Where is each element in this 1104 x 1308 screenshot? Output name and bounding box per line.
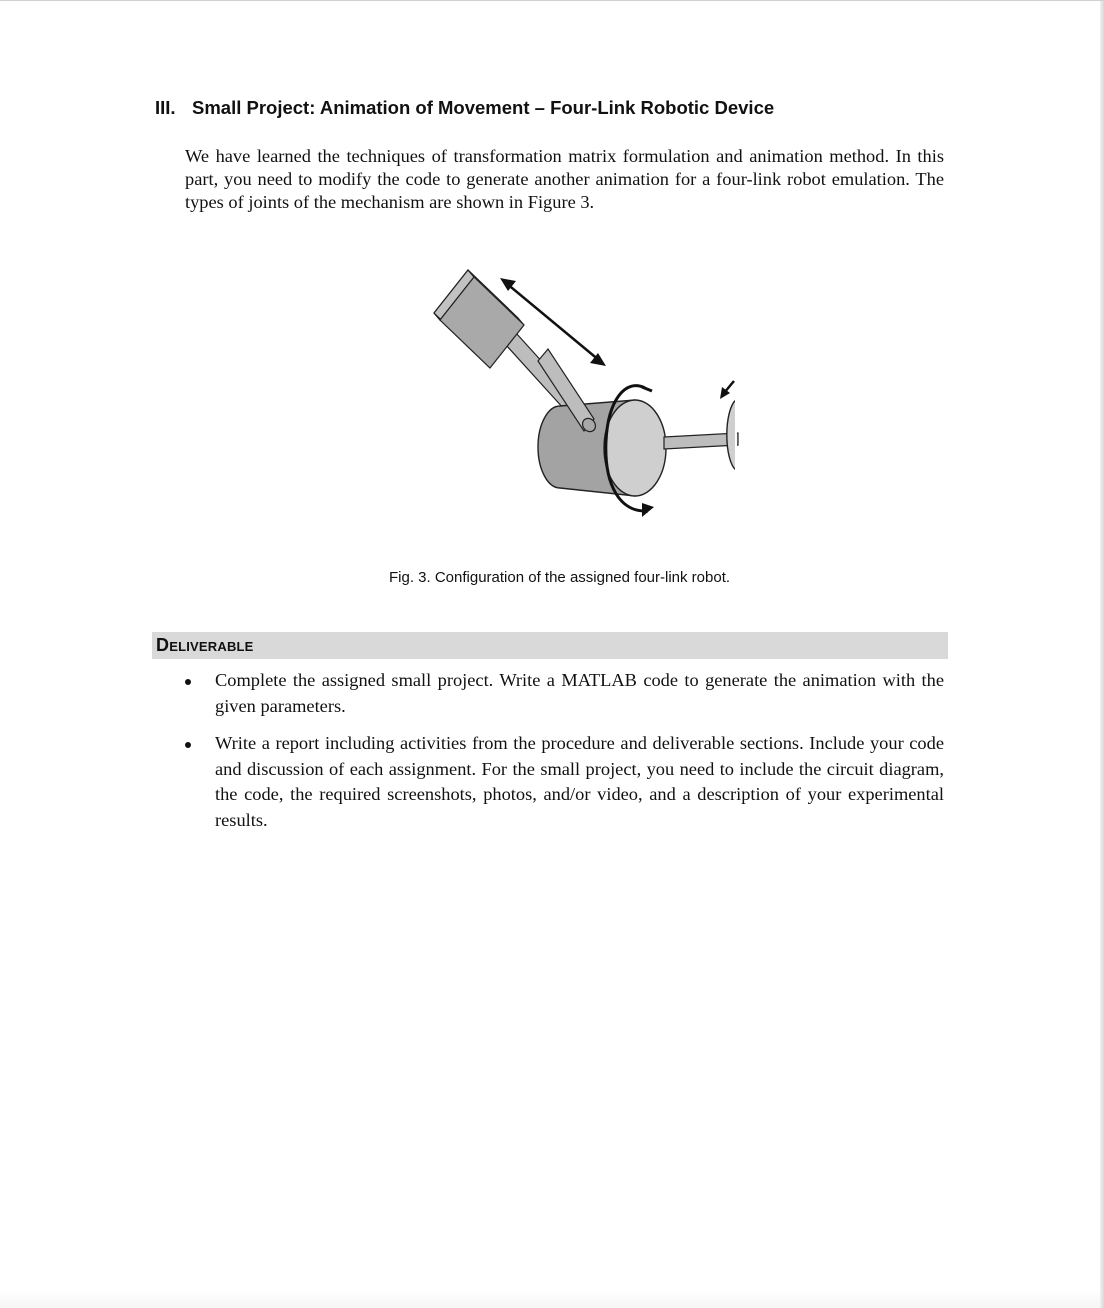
list-item-text: Write a report including activities from the procedure and deliverable sections. Include your code and discussion of each assignment. For the small project, you need to include the circuit diagram, the code, the required screenshots, photos, and/or video, and a description of your experimental results. bbox=[215, 733, 944, 830]
deliverable-header bbox=[152, 632, 948, 659]
section-title: Small Project: Animation of Movement – Four-Link Robotic Device bbox=[192, 97, 775, 118]
bullet-icon bbox=[185, 679, 191, 685]
page-bottom-shadow bbox=[0, 1290, 1100, 1308]
deliverable-title: Deliverable bbox=[156, 635, 254, 655]
robot-figure bbox=[420, 263, 750, 523]
section-heading bbox=[155, 97, 774, 119]
bullet-icon bbox=[185, 742, 191, 748]
list-item-text: Complete the assigned small project. Write a MATLAB code to generate the animation with the given parameters. bbox=[215, 670, 944, 716]
figure-caption: Fig. 3. Configuration of the assigned four-link robot. bbox=[389, 569, 731, 586]
deliverable-list bbox=[185, 668, 944, 845]
list-item bbox=[185, 731, 944, 833]
list-item bbox=[185, 668, 944, 719]
next-joint-disk bbox=[727, 398, 736, 473]
section-number: III. bbox=[155, 97, 176, 118]
page-right-edge bbox=[1100, 1, 1104, 1308]
next-joint-arrow bbox=[720, 381, 734, 399]
intro-paragraph: We have learned the techniques of transformation matrix formulation and animation method. In this part, you need to modify the code to generate another animation for a four-link robot emulation. The types of joints of the mechanism are shown in Figure 3. bbox=[185, 146, 944, 212]
